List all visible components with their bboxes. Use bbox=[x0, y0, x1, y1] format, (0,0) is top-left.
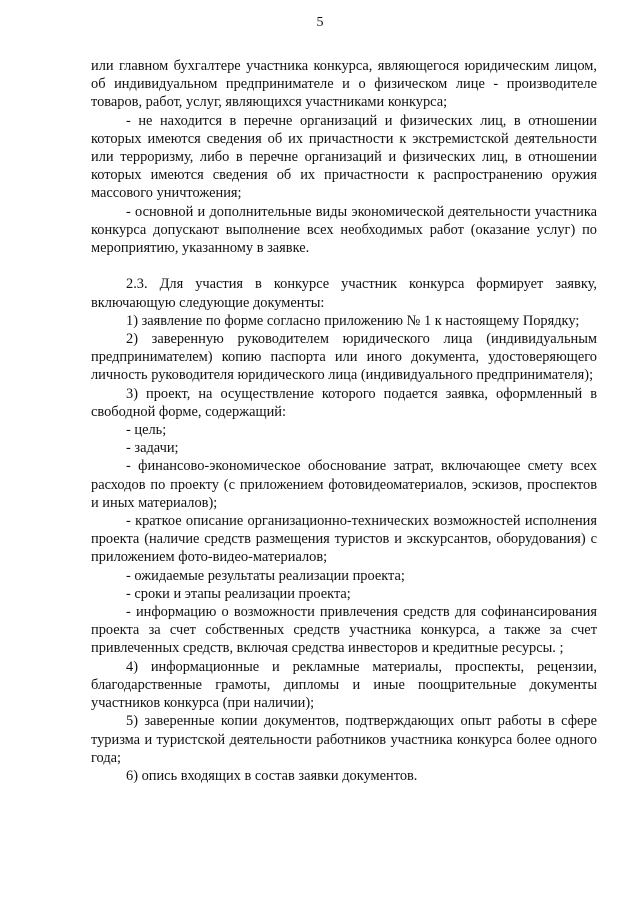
paragraph-list-item: - финансово-экономическое обоснование затрат, включающее смету всех расходов по проекту (с приложением фотовидеоматериалов, эскизов, проспектов и иных материалов); bbox=[91, 458, 597, 511]
paragraph-list-item: - цель; bbox=[126, 422, 167, 439]
paragraph-list-item: - задачи; bbox=[126, 440, 179, 457]
paragraph-numbered-item: 4) информационные и рекламные материалы, проспекты, рецензии, благодарственные грамоты, дипломы и иные поощрительные документы участников конкурса (при наличии); bbox=[91, 658, 597, 712]
paragraph-list-item: - информацию о возможности привлечения средств для софинансирования проекта за счет собственных средств участника конкурса, а также за счет привлеченных средств, включая средства инвесторов и кредитные ресурсы. ; bbox=[91, 604, 597, 657]
paragraph-numbered-item: 6) опись входящих в состав заявки документов. bbox=[126, 767, 418, 784]
paragraph-list-item: - основной и дополнительные виды экономической деятельности участника конкурса допускают выполнение всех необходимых работ (оказание услуг) по мероприятию, указанному в заявке. bbox=[91, 203, 597, 257]
paragraph-section-2-3: 2.3. Для участия в конкурсе участник конкурса формирует заявку, включающую следующие документы: bbox=[91, 276, 597, 311]
paragraph-list-item: - не находится в перечне организаций и физических лиц, в отношении которых имеются сведения об их причастности к экстремистской деятельности или терроризму, либо в перечне организаций и физических лиц, в отношении которых имеются сведения об их причастности к распространению оружия массового уничтожения; bbox=[91, 112, 597, 202]
paragraph-continuation: или главном бухгалтере участника конкурса, являющегося юридическим лицом, об индивидуальном предпринимателе и о физическом лице - производителе товаров, работ, услуг, являющихся участниками конкурса; bbox=[91, 58, 597, 111]
paragraph-numbered-item: 5) заверенные копии документов, подтверждающих опыт работы в сфере туризма и туристской деятельности работников участника конкурса более одного года; bbox=[91, 713, 597, 766]
paragraph-numbered-item: 3) проект, на осуществление которого подается заявка, оформленный в свободной форме, содержащий: bbox=[91, 385, 597, 420]
paragraph-list-item: - ожидаемые результаты реализации проекта; bbox=[126, 567, 405, 584]
paragraph-numbered-item: 2) заверенную руководителем юридического лица (индивидуальным предпринимателем) копию паспорта или иного документа, удостоверяющего личность руководителя юридического лица (индивидуального предпринимателя); bbox=[91, 331, 597, 384]
paragraph-numbered-item: 1) заявление по форме согласно приложению № 1 к настоящему Порядку; bbox=[126, 312, 580, 329]
paragraph-list-item: - сроки и этапы реализации проекта; bbox=[126, 585, 351, 602]
document-body bbox=[91, 57, 597, 785]
page-number: 5 bbox=[316, 15, 324, 30]
paragraph-list-item: - краткое описание организационно-технических возможностей исполнения проекта (наличие средств размещения туристов и экскурсантов, оборудования) с приложением фото-видео-материалов; bbox=[91, 513, 597, 566]
